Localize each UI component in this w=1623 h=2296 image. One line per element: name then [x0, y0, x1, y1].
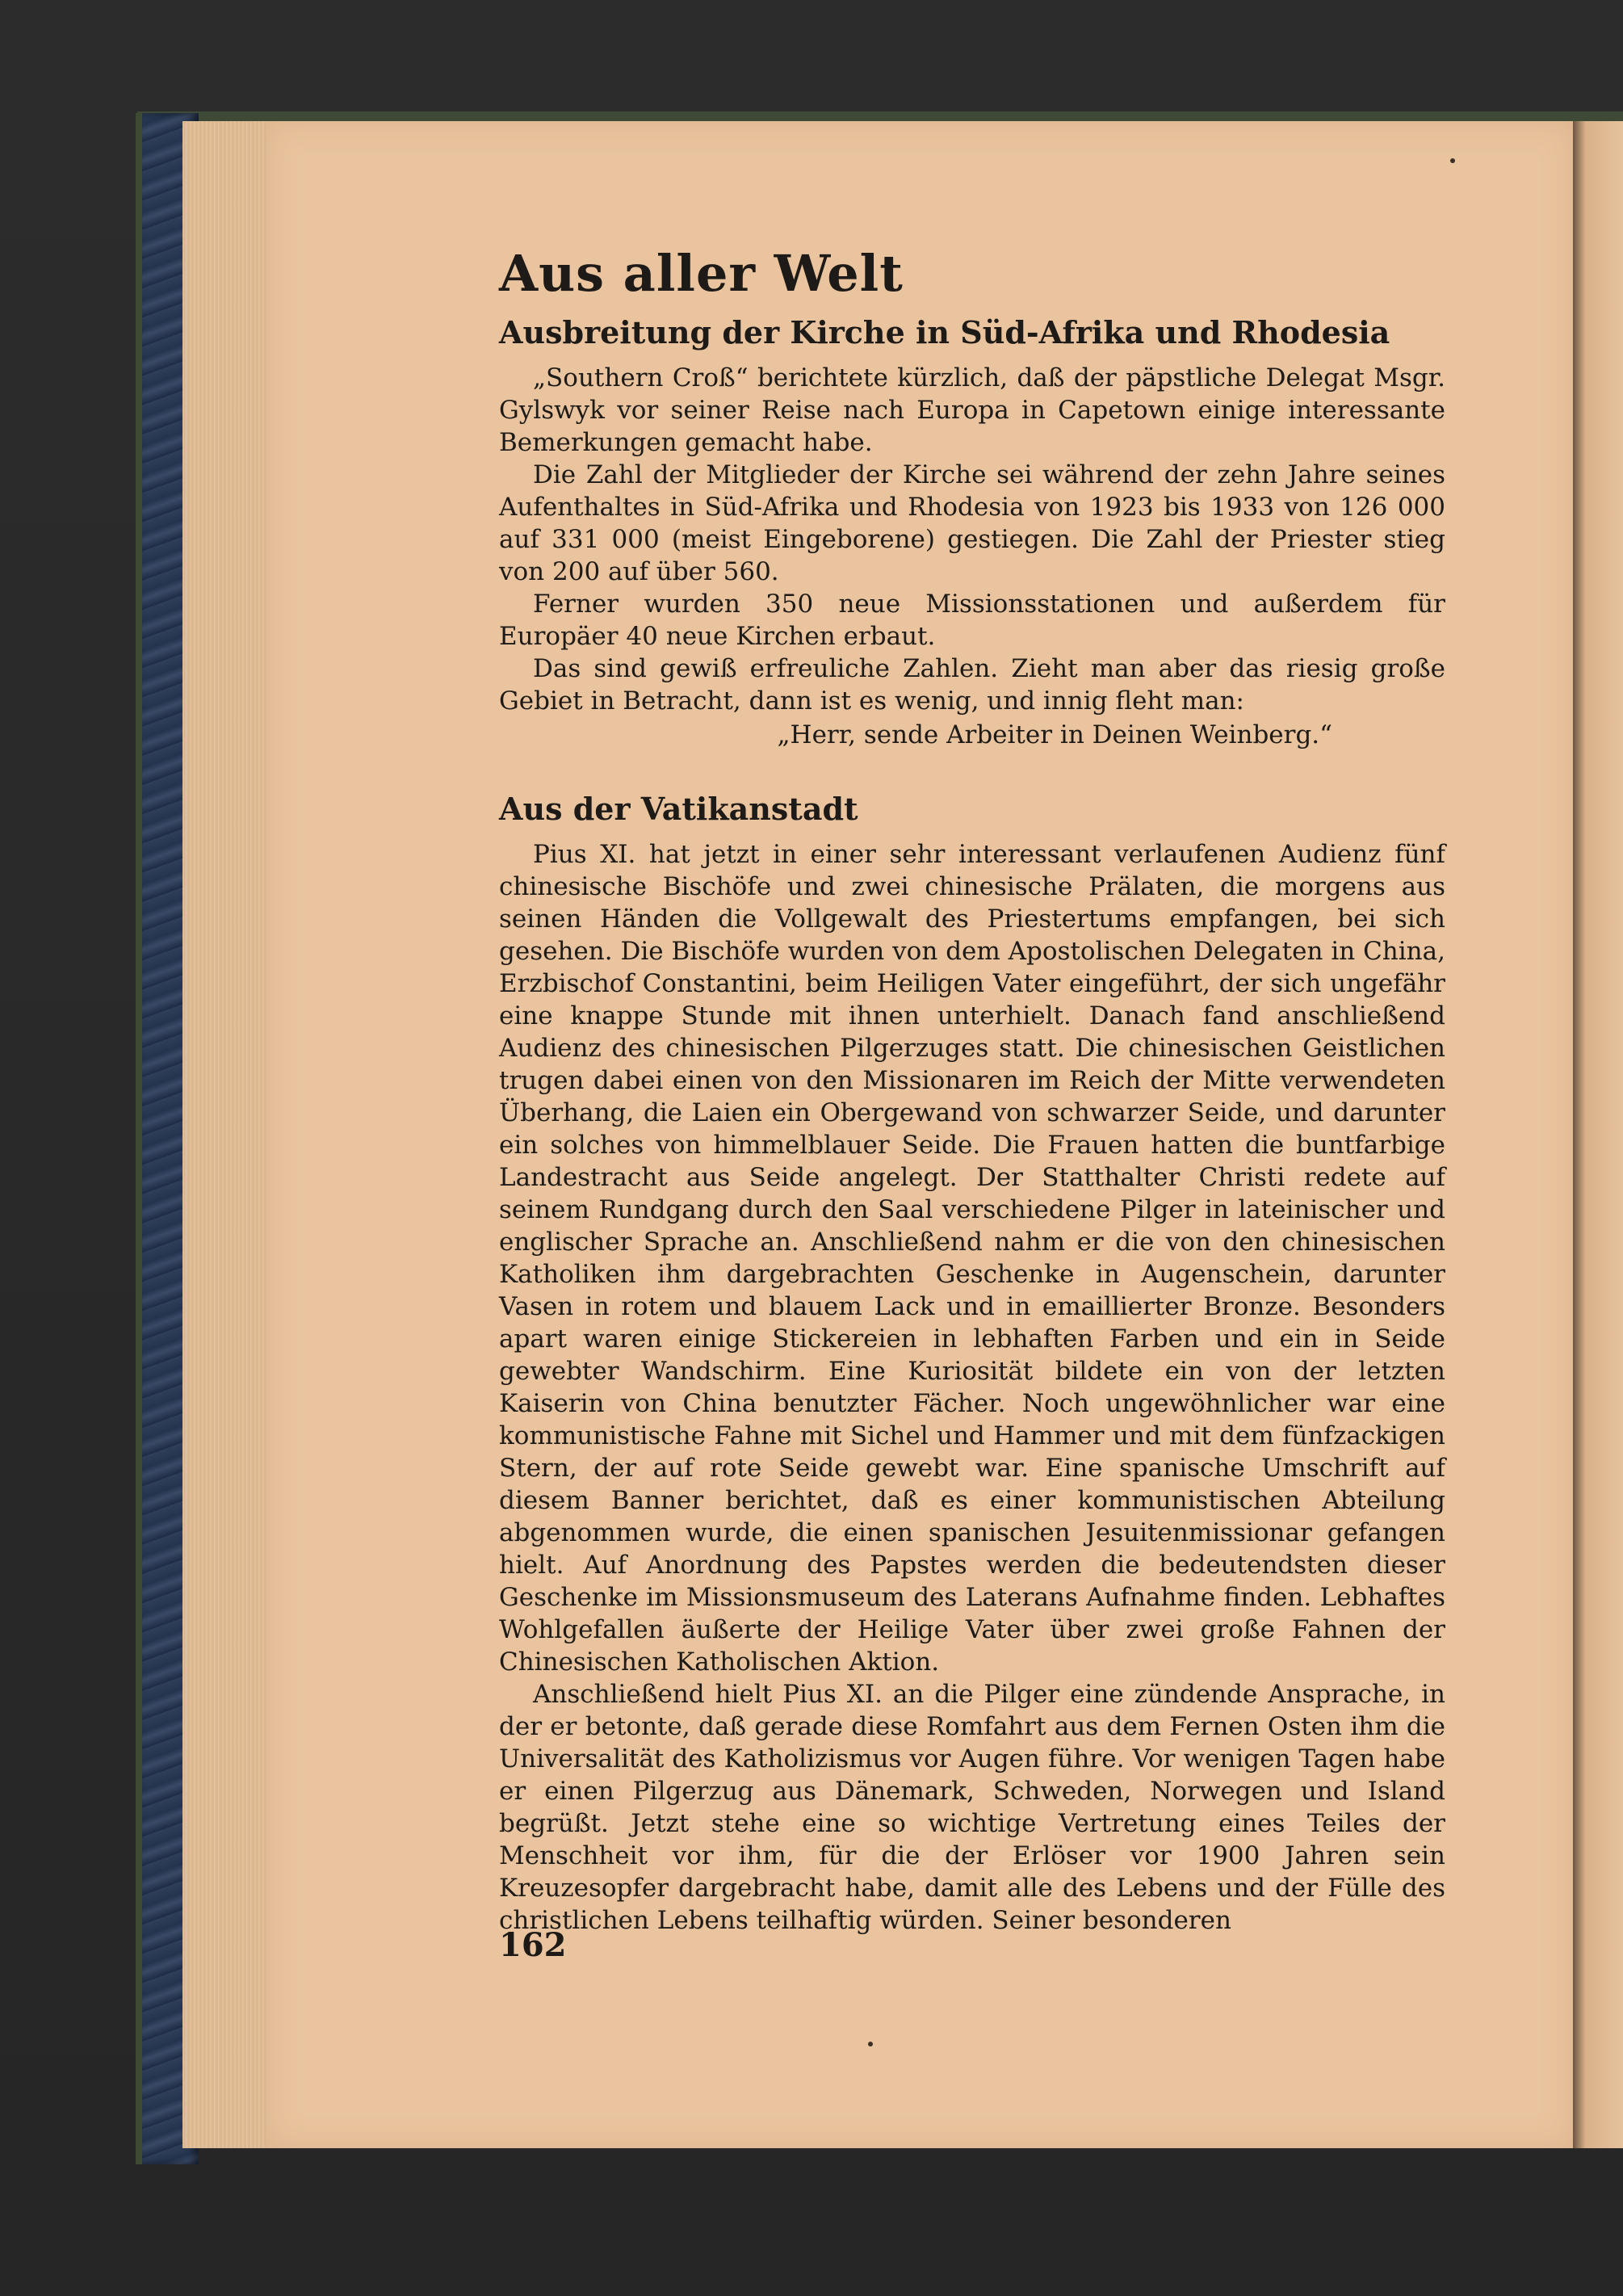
paragraph: Die Zahl der Mitglieder der Kirche sei während der zehn Jahre seines Aufenthaltes in Süd-Afrika und Rhodesia von 1923 bis 1933 von 126 000 auf 331 000 (meist Eingeborene) gestiegen. Die Zahl der Priester stieg von 200 auf über 560.	[499, 460, 1445, 586]
section-title: Aus der Vatikanstadt	[499, 791, 858, 827]
speck	[868, 2042, 873, 2046]
paragraph: Das sind gewiß erfreuliche Zahlen. Zieht man aber das riesig große Gebiet in Betracht, dann ist es wenig, und innig fleht man:	[499, 654, 1445, 716]
paragraph: Pius XI. hat jetzt in einer sehr interessant verlaufenen Audienz fünf chinesische Bischöfe und zwei chinesische Prälaten, die morgens aus seinen Händen die Vollgewalt des Priestertums empfangen, bei sich gesehen. Die Bischöfe wurden von dem Apostolischen Delegaten in China, Erzbischof Constantini, beim Heiligen Vater eingeführt, der sich ungefähr eine knappe Stunde mit ihnen unterhielt. Danach fand anschließend Audienz des chinesischen Pilgerzuges statt. Die chinesischen Geistlichen trugen dabei einen von den Missionaren im Reich der Mitte verwendeten Überhang, die Laien ein Obergewand von schwarzer Seide, und darunter ein solches von himmelblauer Seide. Die Frauen hatten die buntfarbige Landestracht aus Seide angelegt. Der Statthalter Christi redete auf seinem Rundgang durch den Saal verschiedene Pilger in lateinischer und englischer Sprache an. Anschließend nahm er die von den chinesischen Katholiken ihm dargebrachten Geschenke in Augenschein, darunter Vasen in rotem und blauem Lack und in emaillierter Bronze. Besonders apart waren einige Stickereien in lebhaften Farben und ein in Seide gewebter Wandschirm. Eine Kuriosität bildete ein von der letzten Kaiserin von China benutzter Fächer. Noch ungewöhnlicher war eine kommunistische Fahne mit Sichel und Hammer und mit dem fünfzackigen Stern, der auf rote Seide gewebt war. Eine spanische Umschrift auf diesem Banner berichtet, daß es einer kommunistischen Abteilung abgenommen wurde, die einen spanischen Jesuitenmissionar gefangen hielt. Auf Anordnung des Papstes werden die bedeutendsten dieser Geschenke im Missionsmuseum des Laterans Aufnahme finden. Lebhaftes Wohlgefallen äußerte der Heilige Vater über zwei große Fahnen der Chinesischen Katholischen Aktion.	[499, 840, 1445, 1677]
quote: „Herr, sende Arbeiter in Deinen Weinberg.“	[777, 720, 1332, 749]
page-number: 162	[499, 1926, 567, 1964]
page-heading: Aus aller Welt	[499, 244, 904, 303]
speck	[1450, 158, 1455, 163]
page-edges	[182, 121, 271, 2148]
section-title: Ausbreitung der Kirche in Süd-Afrika und Rhodesia	[499, 314, 1390, 350]
paragraph: Ferner wurden 350 neue Missionsstationen und außerdem für Europäer 40 neue Kirchen erbaut.	[499, 590, 1445, 651]
paragraph: Anschließend hielt Pius XI. an die Pilger eine zündende Ansprache, in der er betonte, daß gerade diese Romfahrt aus dem Fernen Osten ihm die Universalität des Katholizismus vor Augen führe. Vor wenigen Tagen habe er einen Pilgerzug aus Dänemark, Schweden, Norwegen und Island begrüßt. Jetzt stehe eine so wichtige Vertretung eines Teiles der Menschheit vor ihm, für die der Erlöser vor 1900 Jahren sein Kreuzesopfer dargebracht habe, damit alle des Lebens und der Fülle des christlichen Lebens teilhaftig würden. Seiner besonderen	[499, 1680, 1445, 1935]
facing-page-edge	[1573, 121, 1623, 2148]
page-content	[499, 242, 1445, 1937]
paragraph: „Southern Croß“ berichtete kürzlich, daß der päpstliche Delegat Msgr. Gylswyk vor seiner Reise nach Europa in Capetown einige interessante Bemerkungen gemacht habe.	[499, 363, 1445, 457]
